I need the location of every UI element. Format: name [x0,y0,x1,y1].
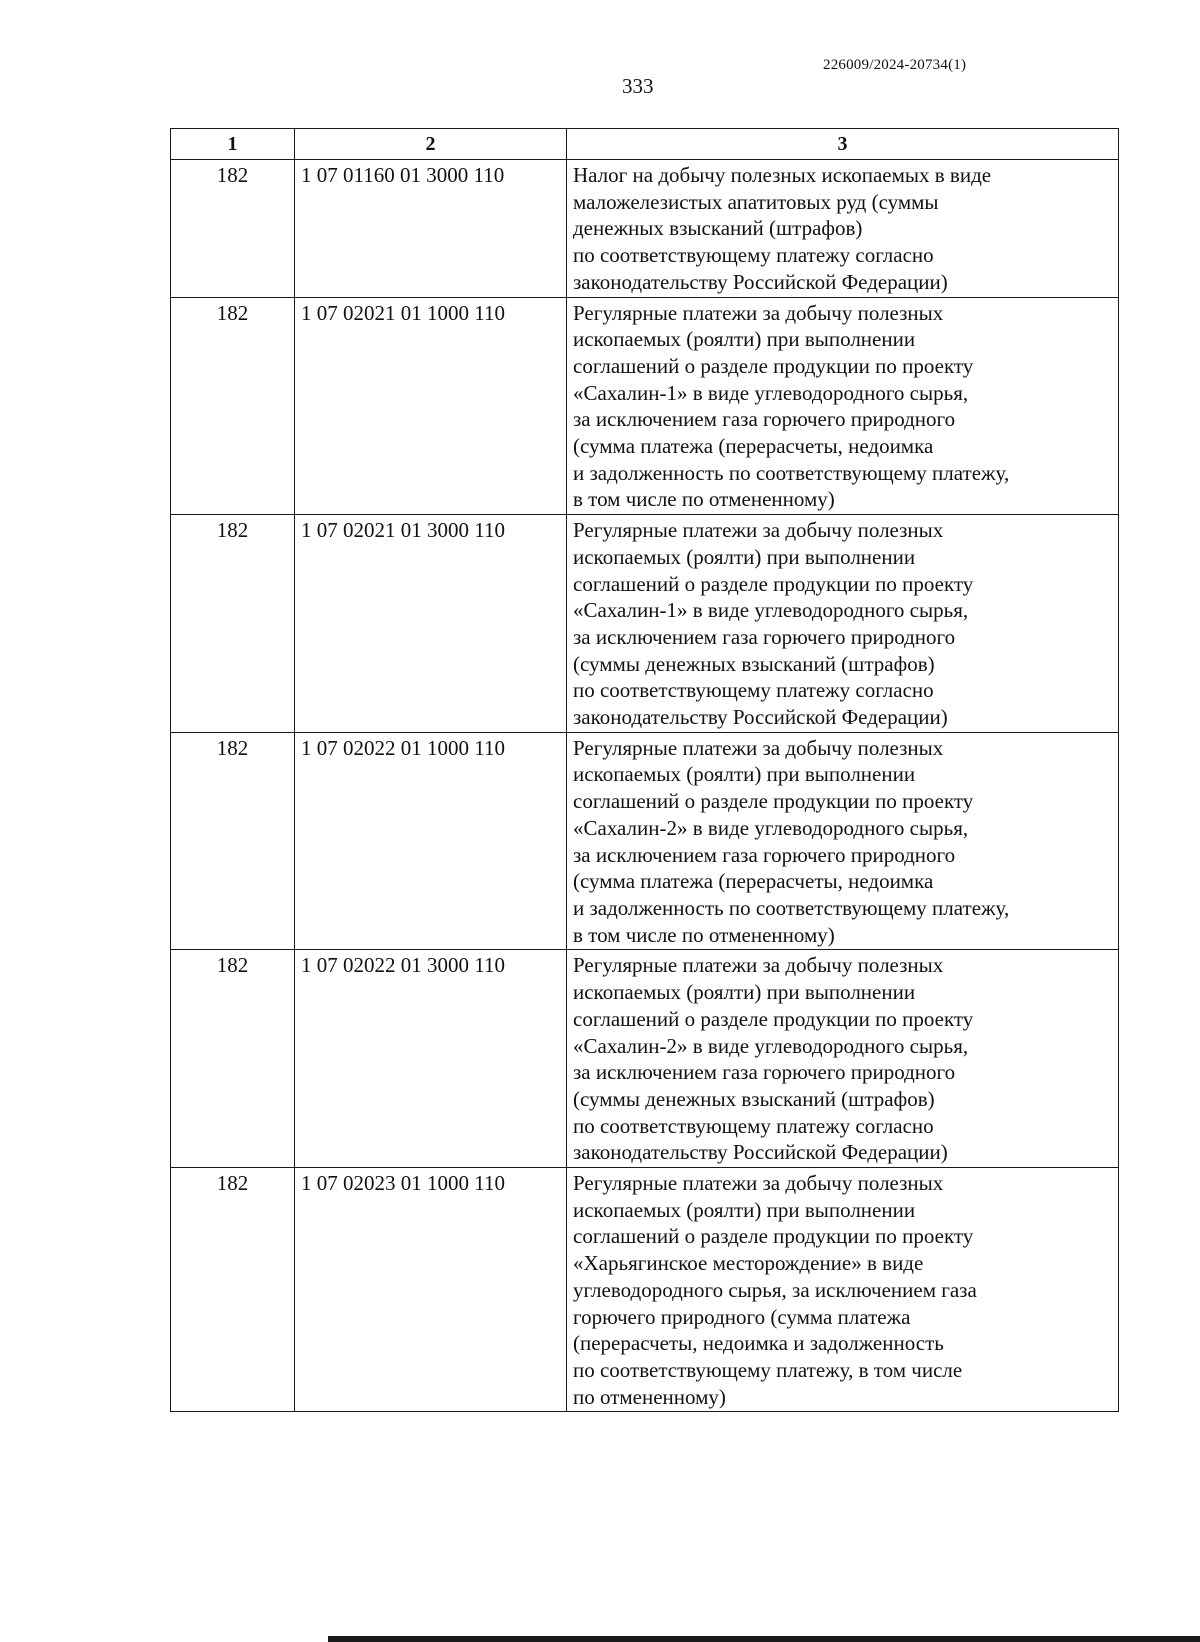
description-line: Регулярные платежи за добычу полезных [573,300,944,325]
description-line: за исключением газа горючего природного [573,624,956,649]
description-line: денежных взысканий (штрафов) [573,216,863,241]
description-line: по соответствующему платежу, в том числе [573,1357,963,1382]
description-line: законодательству Российской Федерации) [573,705,948,730]
description-line: соглашений о разделе продукции по проекту [573,789,974,814]
description-line: ископаемых (роялти) при выполнении [573,327,916,352]
budget-code-cell: 1 07 01160 01 3000 110 [295,160,567,298]
description-cell [567,297,1119,515]
description-line: Налог на добычу полезных ископаемых в виде [573,163,992,187]
table-row [171,297,1119,515]
budget-code-cell: 1 07 02021 01 1000 110 [295,297,567,515]
description-line: законодательству Российской Федерации) [573,269,948,294]
description-line: (суммы денежных взысканий (штрафов) [573,651,935,676]
table-row [171,515,1119,733]
budget-codes-table [170,128,1119,1412]
description-line: соглашений о разделе продукции по проекту [573,1224,974,1249]
description-cell [567,1168,1119,1412]
description-line: и задолженность по соответствующему платежу, [573,895,1010,920]
scan-edge-bar [328,1636,1200,1642]
description-line: в том числе по отмененному) [573,922,835,947]
table-row [171,1168,1119,1412]
description-line: за исключением газа горючего природного [573,842,956,867]
admin-code-cell: 182 [171,732,295,950]
description-line: (перерасчеты, недоимка и задолженность [573,1331,944,1356]
description-line: (суммы денежных взысканий (штрафов) [573,1086,935,1111]
description-line: «Харьягинское месторождение» в виде [573,1251,924,1276]
description-line: «Сахалин-2» в виде углеводородного сырья, [573,1033,969,1058]
document-id: 226009/2024-20734(1) [823,57,967,73]
description-line: «Сахалин-2» в виде углеводородного сырья, [573,815,969,840]
budget-code-cell: 1 07 02023 01 1000 110 [295,1168,567,1412]
description-line: в том числе по отмененному) [573,487,835,512]
admin-code-cell: 182 [171,1168,295,1412]
description-line: «Сахалин-1» в виде углеводородного сырья, [573,598,969,623]
admin-code-cell: 182 [171,160,295,298]
description-line: по соответствующему платежу согласно [573,243,934,268]
page-number: 333 [622,74,654,98]
description-cell [567,515,1119,733]
admin-code-cell: 182 [171,515,295,733]
table-row [171,160,1119,298]
description-line: за исключением газа горючего природного [573,1060,956,1085]
column-header-3: 3 [567,129,1119,160]
description-line: ископаемых (роялти) при выполнении [573,544,916,569]
table-row [171,950,1119,1168]
description-line: маложелезистых апатитовых руд (суммы [573,189,939,214]
description-line: по соответствующему платежу согласно [573,1113,934,1138]
description-line: «Сахалин-1» в виде углеводородного сырья, [573,380,969,405]
table-body [171,160,1119,1412]
description-cell [567,160,1119,298]
description-line: горючего природного (сумма платежа [573,1304,911,1329]
description-line: соглашений о разделе продукции по проекту [573,353,974,378]
description-line: (сумма платежа (перерасчеты, недоимка [573,869,934,894]
description-line: Регулярные платежи за добычу полезных [573,953,944,978]
budget-code-cell: 1 07 02022 01 1000 110 [295,732,567,950]
column-header-2: 2 [295,129,567,160]
description-line: по соответствующему платежу согласно [573,678,934,703]
header-row [171,129,1119,160]
description-line: соглашений о разделе продукции по проекту [573,571,974,596]
description-line: Регулярные платежи за добычу полезных [573,735,944,760]
description-line: ископаемых (роялти) при выполнении [573,980,916,1005]
description-line: ископаемых (роялти) при выполнении [573,762,916,787]
description-line: Регулярные платежи за добычу полезных [573,1171,944,1196]
admin-code-cell: 182 [171,297,295,515]
admin-code-cell: 182 [171,950,295,1168]
description-cell [567,732,1119,950]
budget-code-cell: 1 07 02022 01 3000 110 [295,950,567,1168]
description-line: углеводородного сырья, за исключением газа [573,1277,977,1302]
description-line: соглашений о разделе продукции по проекту [573,1006,974,1031]
budget-code-cell: 1 07 02021 01 3000 110 [295,515,567,733]
table-row [171,732,1119,950]
description-line: по отмененному) [573,1384,726,1409]
description-cell [567,950,1119,1168]
description-line: за исключением газа горючего природного [573,407,956,432]
description-line: законодательству Российской Федерации) [573,1140,948,1165]
description-line: и задолженность по соответствующему платежу, [573,460,1010,485]
column-header-1: 1 [171,129,295,160]
description-line: Регулярные платежи за добычу полезных [573,518,944,543]
description-line: ископаемых (роялти) при выполнении [573,1197,916,1222]
table-header [171,129,1119,160]
description-line: (сумма платежа (перерасчеты, недоимка [573,434,934,459]
